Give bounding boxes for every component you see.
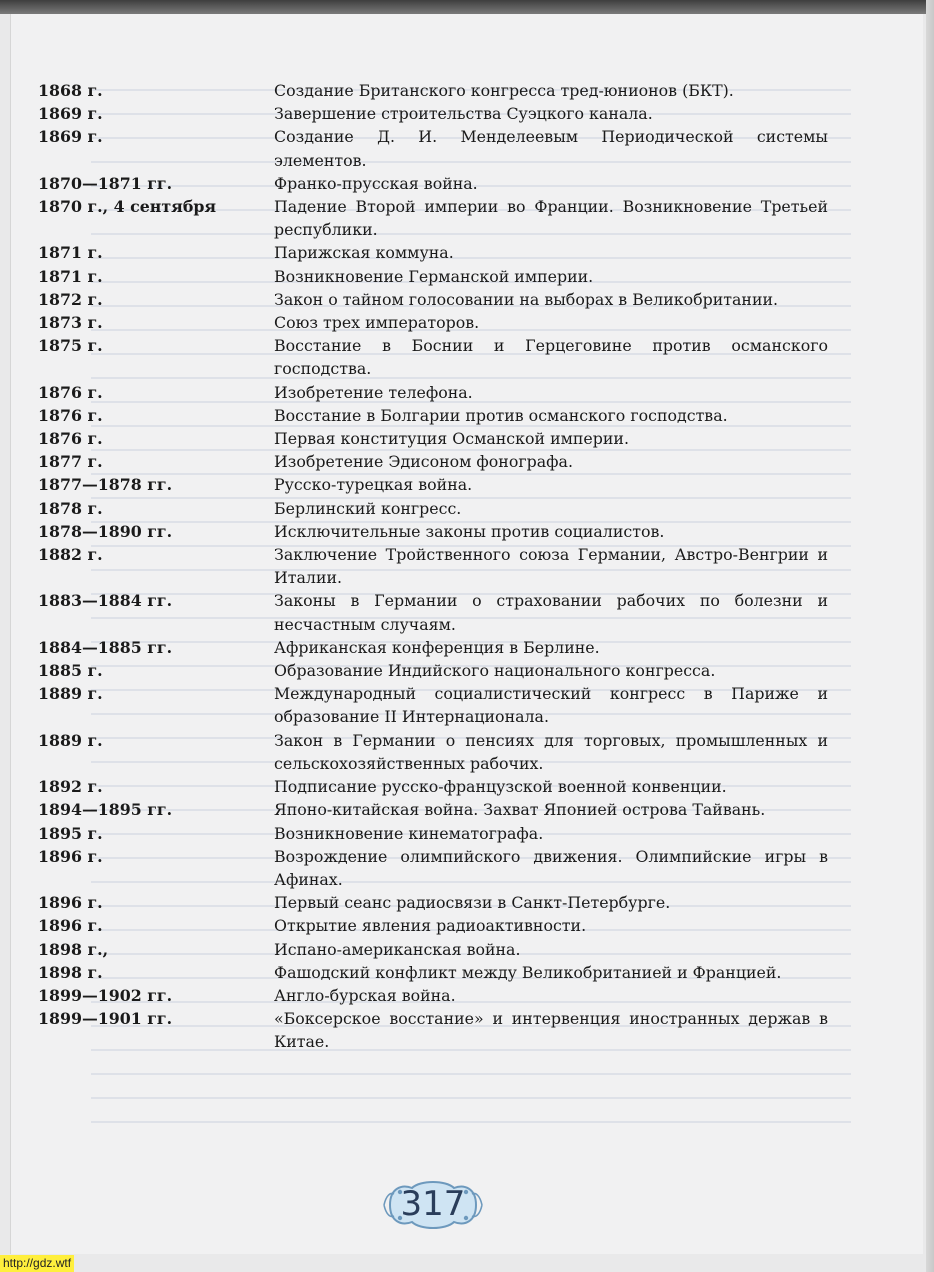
entry-event: Заключение Тройственного союза Германии, Австро-Венгрии и Италии. xyxy=(274,545,828,588)
timeline-entry xyxy=(38,682,828,728)
entry-event: Закон о тайном голосовании на выборах в Великобритании. xyxy=(274,289,779,309)
entry-date: 1898 г. xyxy=(38,962,103,982)
entry-date: 1896 г. xyxy=(38,916,103,936)
timeline-entry xyxy=(38,450,828,473)
entry-date: 1876 г. xyxy=(38,429,103,449)
entry-date: 1885 г. xyxy=(38,661,103,681)
entry-date: 1869 г. xyxy=(38,104,103,124)
entry-date: 1896 г. xyxy=(38,893,103,913)
timeline-entry xyxy=(38,381,828,404)
timeline-entry xyxy=(38,984,828,1007)
entry-date: 1878 г. xyxy=(38,498,103,518)
entry-event: Международный социалистический конгресс в Париже и образование II Интернационала. xyxy=(274,684,828,727)
timeline-entry xyxy=(38,543,828,589)
entry-event: Законы в Германии о страховании рабочих по болезни и несчастным случаям. xyxy=(274,591,828,634)
timeline-entry xyxy=(38,729,828,775)
entry-date: 1883—1884 гг. xyxy=(38,591,173,611)
timeline-entry xyxy=(38,288,828,311)
entry-event: Берлинский конгресс. xyxy=(274,498,462,518)
timeline-entry xyxy=(38,891,828,914)
timeline-entry xyxy=(38,241,828,264)
entry-event: Возникновение кинематографа. xyxy=(274,823,544,843)
entry-date: 1892 г. xyxy=(38,777,103,797)
timeline-entry xyxy=(38,102,828,125)
entry-date: 1898 г., xyxy=(38,939,109,959)
timeline-entry xyxy=(38,427,828,450)
entry-date: 1884—1885 гг. xyxy=(38,637,173,657)
entry-date: 1872 г. xyxy=(38,289,103,309)
entry-event: Завершение строительства Суэцкого канала. xyxy=(274,104,653,124)
page-number: 317 xyxy=(400,1184,466,1224)
watermark-link[interactable]: http://gdz.wtf xyxy=(0,1255,74,1272)
entry-date: 1876 г. xyxy=(38,382,103,402)
entry-event: Изобретение Эдисоном фонографа. xyxy=(274,452,573,472)
entry-event: Англо-бурская война. xyxy=(274,985,456,1005)
entry-date: 1871 г. xyxy=(38,266,103,286)
timeline-entry xyxy=(38,589,828,635)
entry-date: 1896 г. xyxy=(38,846,103,866)
timeline-entry xyxy=(38,938,828,961)
entry-event: Создание Д. И. Менделеевым Периодической системы элементов. xyxy=(274,127,828,170)
entry-event: Возрождение олимпийского движения. Олимпийские игры в Афинах. xyxy=(274,846,828,889)
timeline-entry xyxy=(38,497,828,520)
timeline-entry xyxy=(38,659,828,682)
scan-top-edge xyxy=(0,0,934,14)
entry-event: Создание Британского конгресса тред-юнионов (БКТ). xyxy=(274,81,734,100)
timeline-entry xyxy=(38,845,828,891)
entry-date: 1894—1895 гг. xyxy=(38,800,173,820)
entry-event: Франко-прусская война. xyxy=(274,173,478,193)
entry-date: 1889 г. xyxy=(38,730,103,750)
entry-event: Подписание русско-французской военной конвенции. xyxy=(274,777,727,797)
entry-date: 1878—1890 гг. xyxy=(38,521,173,541)
entry-event: «Боксерское восстание» и интервенция иностранных держав в Китае. xyxy=(274,1009,828,1052)
entry-event: Русско-турецкая война. xyxy=(274,475,473,495)
entry-date: 1870—1871 гг. xyxy=(38,173,173,193)
entry-date: 1882 г. xyxy=(38,545,103,565)
entry-date: 1899—1902 гг. xyxy=(38,985,173,1005)
timeline-entry xyxy=(38,79,828,102)
entry-date: 1871 г. xyxy=(38,243,103,263)
timeline-entry xyxy=(38,636,828,659)
entry-event: Африканская конференция в Берлине. xyxy=(274,637,600,657)
timeline-entry xyxy=(38,334,828,380)
timeline-entry xyxy=(38,798,828,821)
entry-event: Восстание в Боснии и Герцеговине против османского господства. xyxy=(274,336,828,379)
timeline-entry xyxy=(38,311,828,334)
entry-date: 1869 г. xyxy=(38,127,103,147)
entry-date: 1876 г. xyxy=(38,405,103,425)
entry-event: Восстание в Болгарии против османского господства. xyxy=(274,405,728,425)
timeline-entry xyxy=(38,125,828,171)
entry-date: 1877 г. xyxy=(38,452,103,472)
entry-date: 1875 г. xyxy=(38,336,103,356)
entry-date: 1873 г. xyxy=(38,313,103,333)
entry-date: 1870 г., 4 сентября xyxy=(38,197,217,217)
scan-right-edge xyxy=(926,0,934,1272)
entry-event: Первый сеанс радиосвязи в Санкт-Петербурге. xyxy=(274,893,671,913)
entry-date: 1895 г. xyxy=(38,823,103,843)
page-number-badge xyxy=(380,1178,486,1232)
entry-date: 1868 г. xyxy=(38,81,103,100)
timeline-entry xyxy=(38,1007,828,1053)
entry-event: Падение Второй империи во Франции. Возникновение Третьей республики. xyxy=(274,197,828,240)
chronology-list xyxy=(38,79,828,1054)
timeline-entry xyxy=(38,822,828,845)
timeline-entry xyxy=(38,195,828,241)
entry-event: Закон в Германии о пенсиях для торговых, промышленных и сельскохозяйственных рабочих. xyxy=(274,730,828,773)
entry-event: Исключительные законы против социалистов. xyxy=(274,521,665,541)
timeline-entry xyxy=(38,404,828,427)
entry-event: Союз трех императоров. xyxy=(274,313,480,333)
entry-event: Изобретение телефона. xyxy=(274,382,473,402)
entry-event: Японо-китайская война. Захват Японией острова Тайвань. xyxy=(274,800,766,820)
entry-event: Парижская коммуна. xyxy=(274,243,454,263)
timeline-entry xyxy=(38,265,828,288)
timeline-entry xyxy=(38,473,828,496)
timeline-entry xyxy=(38,775,828,798)
entry-event: Первая конституция Османской империи. xyxy=(274,429,629,449)
timeline-entry xyxy=(38,961,828,984)
timeline-entry xyxy=(38,172,828,195)
entry-event: Фашодский конфликт между Великобританией и Францией. xyxy=(274,962,782,982)
entry-event: Возникновение Германской империи. xyxy=(274,266,594,286)
timeline-entry xyxy=(38,520,828,543)
entry-event: Испано-американская война. xyxy=(274,939,521,959)
entry-date: 1899—1901 гг. xyxy=(38,1009,173,1029)
entry-date: 1889 г. xyxy=(38,684,103,704)
entry-event: Образование Индийского национального конгресса. xyxy=(274,661,716,681)
entry-event: Открытие явления радиоактивности. xyxy=(274,916,587,936)
entry-date: 1877—1878 гг. xyxy=(38,475,173,495)
timeline-entry xyxy=(38,914,828,937)
